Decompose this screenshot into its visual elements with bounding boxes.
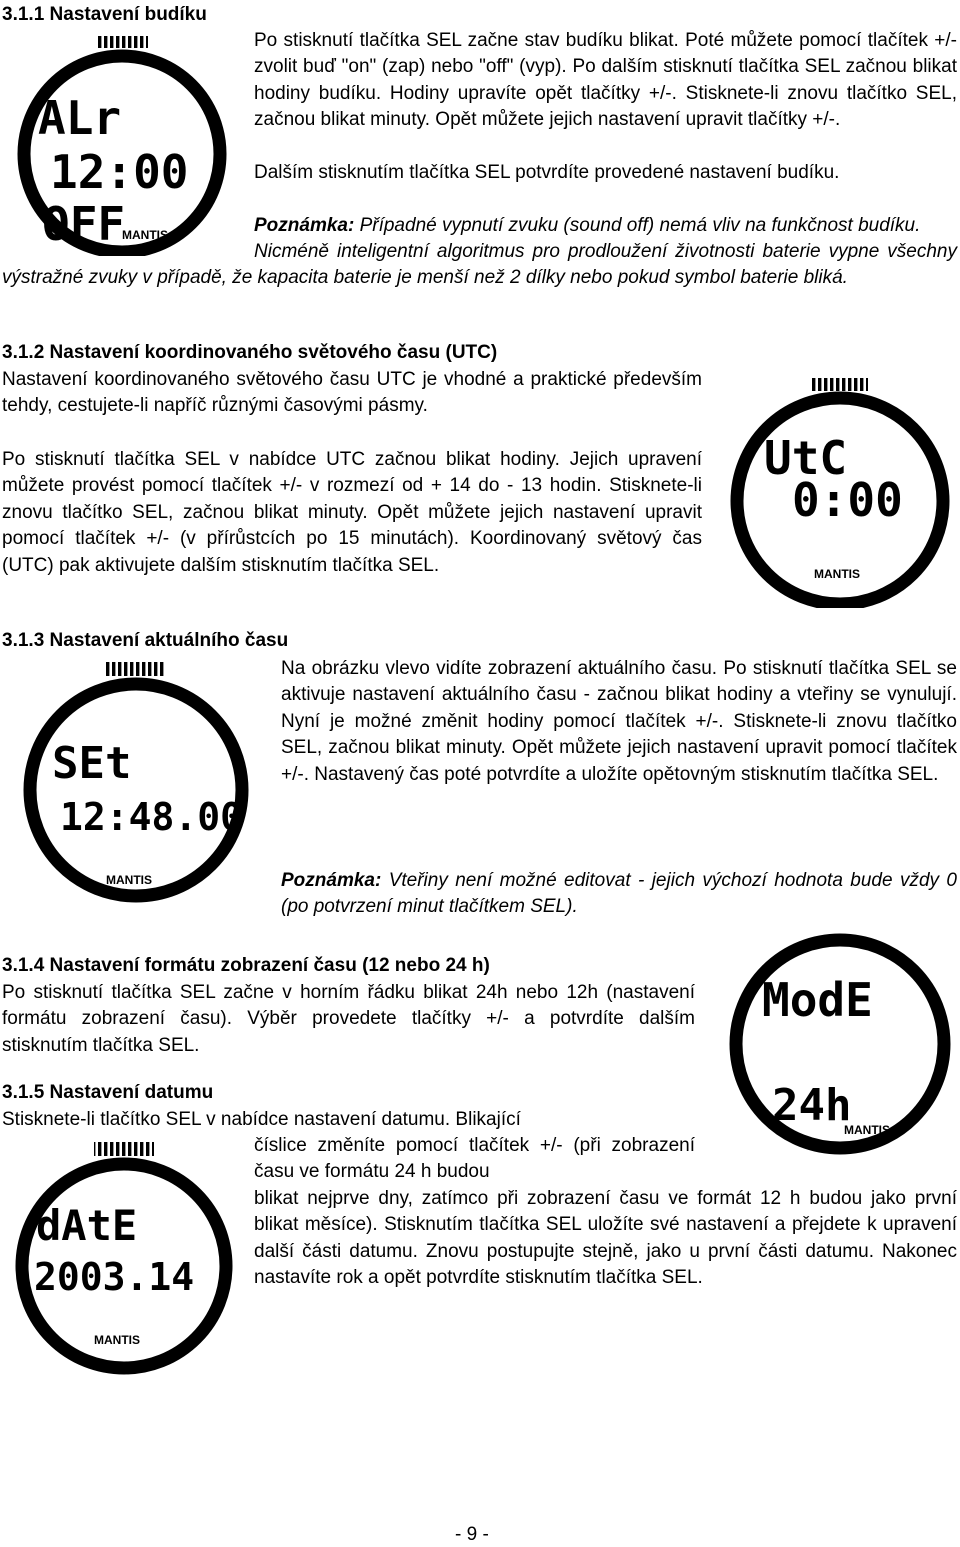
brand-logo: MANTIS (94, 1333, 140, 1347)
watch-display-format (722, 928, 958, 1156)
alarm-note-continued: Nicméně inteligentní algoritmus pro prodloužení životnosti baterie vypne všechny výstražné zvuky v případě, že kapacita baterie je menší než 2 dílky nebo pokud symbol baterie bliká. (2, 241, 957, 289)
brand-logo: MANTIS (844, 1123, 890, 1137)
date-paragraph-rest: blikat nejprve dny, zatímco při zobrazení času ve formát 12 h budou jako první blikat měsíce). Stisknutím tlačítka SEL uložíte své nastavení a přejdete k upravení další části datumu. Znovu postupujte stejně, jako u první části datumu. Nakonec nastavíte rok a opět potvrdíte stisknutím tlačítka SEL. (254, 1188, 957, 1289)
display-line-mode: ModE (762, 973, 873, 1027)
brand-logo: MANTIS (814, 567, 860, 581)
section-heading-date: 3.1.5 Nastavení datumu (2, 1082, 214, 1103)
bezel-ticks (106, 662, 166, 676)
bezel-ticks (94, 1142, 154, 1156)
section-heading-utc: 3.1.2 Nastavení koordinovaného světového času (UTC) (2, 342, 498, 363)
display-line-time: 0:00 (792, 473, 903, 527)
section-heading-format: 3.1.4 Nastavení formátu zobrazení času (12 nebo 24 h) (2, 955, 490, 976)
alarm-paragraph-1: Po stisknutí tlačítka SEL začne stav budíku blikat. Poté můžete pomocí tlačítek +/- zvolit buď "on" (zap) nebo "off" (vyp). Po dalším stisknutí tlačítka SEL začnou blikat hodiny budíku. Hodiny upravíte opět tlačítky +/-. Stisknete-li znovu tlačítko SEL, začnou blikat minuty. Opět můžete jejich nastavení upravit tlačítky +/-. (254, 30, 957, 131)
section-heading-time: 3.1.3 Nastavení aktuálního času (2, 630, 289, 651)
note-label: Poznámka: (254, 215, 355, 236)
utc-paragraph-2: Po stisknutí tlačítka SEL v nabídce UTC začnou blikat hodiny. Jejich upravení můžete provést pomocí tlačítek +/- v rozmezí od + 14 do - 13 hodin. Stisknete-li znovu tlačítko SEL, začnou blikat minuty. Opět můžete jejich nastavení upravit pomocí tlačítek +/- (v přírůstcích po 15 minutách). Koordinovaný světový čas (UTC) pak aktivujete dalším stisknutím tlačítka SEL. (2, 449, 702, 576)
display-line-mode: UtC (764, 431, 848, 485)
display-line-time: 12:48.00 (60, 795, 244, 839)
note-text-a: Případné vypnutí zvuku (sound off) nemá vliv na funkčnost budíku. (354, 215, 921, 236)
display-line-mode: SEt (52, 738, 132, 789)
section-heading-alarm: 3.1.1 Nastavení budíku (2, 4, 207, 25)
bezel-ring (30, 684, 242, 896)
bezel-ticks (812, 378, 868, 391)
bezel-ticks (96, 36, 148, 48)
alarm-note-top (254, 213, 957, 239)
display-line-state: OFF (42, 197, 126, 251)
watch-display-alarm (14, 34, 230, 256)
date-paragraph-line-2: číslice změníte pomocí tlačítek +/- (při zobrazení času ve formátu 24 h budou (254, 1135, 695, 1183)
page-number: - 9 - (455, 1524, 489, 1545)
date-paragraph-line-1: Stisknete-li tlačítko SEL v nabídce nastavení datumu. Blikající (2, 1109, 521, 1130)
utc-paragraph-1: Nastavení koordinovaného světového času UTC je vhodné a praktické především tehdy, cestujete-li napříč různými časovými pásmy. (2, 369, 702, 417)
note-label: Poznámka: (281, 870, 382, 891)
watch-display-utc (722, 376, 958, 608)
watch-display-date (8, 1140, 240, 1376)
display-line-mode: dAtE (36, 1201, 138, 1250)
display-line-format: 24h (772, 1080, 852, 1131)
brand-logo: MANTIS (122, 228, 168, 242)
display-line-time: 12:00 (50, 145, 189, 199)
time-note (281, 868, 957, 921)
alarm-paragraph-2: Dalším stisknutím tlačítka SEL potvrdíte provedené nastavení budíku. (254, 162, 840, 183)
format-paragraph-1: Po stisknutí tlačítka SEL začne v horním řádku blikat 24h nebo 12h (nastavení formátu zobrazení času). Výběr provedete tlačítky +/- a potvrdíte dalším stisknutím tlačítka SEL. (2, 982, 695, 1056)
note-text: Vteřiny není možné editovat - jejich výchozí hodnota bude vždy 0 (po potvrzení minut tlačítkem SEL). (281, 870, 957, 918)
display-line-mode: ALr (38, 91, 122, 145)
time-paragraph-1: Na obrázku vlevo vidíte zobrazení aktuálního času. Po stisknutí tlačítka SEL se aktivuje nastavení aktuálního času - začnou blikat hodiny a vteřiny se vynulují. Nyní je možné změnit hodiny pomocí tlačítek +/-. Stisknete-li znovu tlačítko SEL, začnou blikat minuty. Opět můžete jejich nastavení upravit pomocí tlačítek +/-. Nastavený čas poté potvrdíte a uložíte opětovným stisknutím tlačítka SEL. (281, 658, 957, 785)
brand-logo: MANTIS (106, 873, 152, 887)
watch-display-time (16, 660, 256, 904)
display-line-date: 2003.14 (34, 1255, 195, 1299)
